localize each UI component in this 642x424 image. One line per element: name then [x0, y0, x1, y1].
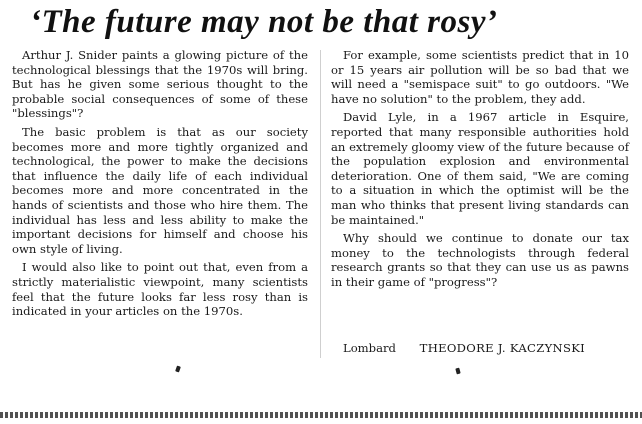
bottom-dotted-rule	[0, 412, 642, 418]
column-divider	[320, 50, 321, 358]
paragraph: David Lyle, in a 1967 article in Esquire, reported that many responsible authorities hold an extremely gloomy view of the future because of the population explosion and environmental deterioration. One of them said, "We are coming to a situation in which the optimist will be the man who thinks that present living standards can be maintained."	[331, 110, 629, 227]
print-speck	[175, 365, 181, 372]
paragraph: Why should we continue to donate our tax money to the technologists through federal research grants so that they can use us as pawns in their game of "progress"?	[331, 231, 629, 289]
signature-line	[343, 341, 633, 355]
article-headline: ‘The future may not be that rosy’	[30, 4, 498, 40]
paragraph: The basic problem is that as our society becomes more and more tightly organized and technological, the power to make the decisions that influence the daily life of each individual becomes more and more concentrated in the hands of scientists and those who hire them. The individual has less and less ability to make the important decisions for himself and choose his own style of living.	[12, 124, 308, 256]
paragraph: Arthur J. Snider paints a glowing picture of the technological blessings that the 1970s will bring. But has he given some serious thought to the probable social consequences of some of these "blessings"?	[12, 48, 308, 121]
right-column	[331, 48, 629, 294]
paragraph: I would also like to point out that, even from a strictly materialistic viewpoint, many scientists feel that the future looks far less rosy than is indicated in your articles on the 1970s.	[12, 260, 308, 319]
paragraph: For example, some scientists predict that in 10 or 15 years air pollution will be so bad that we will need a "semispace suit" to go outdoors. "We have no solution" to the problem, they add.	[331, 48, 629, 106]
signature-city: Lombard	[343, 341, 396, 355]
print-speck	[455, 368, 460, 375]
signature-author: THEODORE J. KACZYNSKI	[419, 341, 586, 355]
left-column	[12, 48, 308, 323]
